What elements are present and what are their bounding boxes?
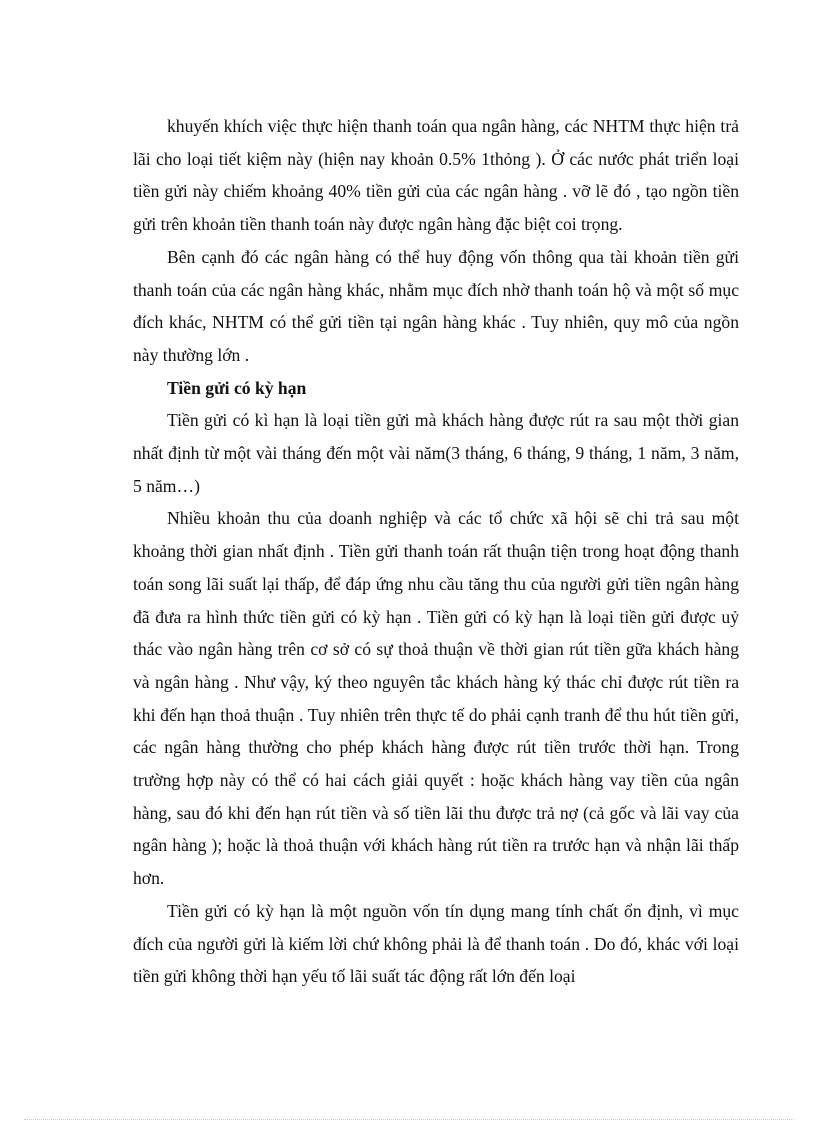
paragraph-term-deposit-details: Nhiều khoản thu của doanh nghiệp và các tổ chức xã hội sẽ chi trả sau một khoảng thời gian nhất định . Tiền gửi thanh toán rất thuận tiện trong hoạt động thanh toán song lãi suất lại thấp, để đáp ứng nhu cầu tăng thu của người gửi tiền ngân hàng đã đưa ra hình thức tiền gửi có kỳ hạn . Tiền gửi có kỳ hạn là loại tiền gửi được uỷ thác vào ngân hàng trên cơ sở có sự thoả thuận về thời gian rút tiền gữa khách hàng và ngân hàng . Như vậy, ký theo nguyên tắc khách hàng ký thác chỉ được rút tiền ra khi đến hạn thoả thuận . Tuy nhiên trên thực tế do phải cạnh tranh để thu hút tiền gửi, các ngân hàng thường cho phép khách hàng được rút tiền trước thời hạn. Trong trường hợp này có thể có hai cách giải quyết : hoặc khách hàng vay tiền của ngân hàng, sau đó khi đến hạn rút tiền và số tiền lãi thu được trả nợ (cả gốc và lãi vay của ngân hàng ); hoặc là thoả thuận với khách hàng rút tiền ra trước hạn và nhận lãi thấp hơn. xyxy=(133,508,739,889)
section-heading-term-deposits: Tiền gửi có kỳ hạn xyxy=(167,377,307,398)
paragraph-payment-deposit-interest: khuyến khích việc thực hiện thanh toán qua ngân hàng, các NHTM thực hiện trả lãi cho loại tiết kiệm này (hiện nay khoản 0.5% 1thỏng ). Ở các nước phát triển loại tiền gửi này chiếm khoảng 40% tiền gửi của các ngân hàng . vỡ lẽ đó , tạo ngồn tiền gửi trên khoản tiền thanh toán này được ngân hàng đặc biệt coi trọng. xyxy=(133,116,739,235)
paragraph-term-deposit-definition: Tiền gửi có kì hạn là loại tiền gửi mà khách hàng được rút ra sau một thời gian nhất định từ một vài tháng đến một vài năm(3 tháng, 6 tháng, 9 tháng, 1 năm, 3 năm, 5 năm…) xyxy=(133,410,739,496)
page-bottom-divider xyxy=(24,1119,794,1120)
paragraph-term-deposit-stability: Tiền gửi có kỳ hạn là một nguồn vốn tín dụng mang tính chất ổn định, vì mục đích của người gửi là kiếm lời chứ không phải là để thanh toán . Do đó, khác với loại tiền gửi không thời hạn yếu tố lãi suất tác động rất lớn đến loại xyxy=(133,900,739,987)
paragraph-interbank-deposits: Bên cạnh đó các ngân hàng có thể huy động vốn thông qua tài khoản tiền gửi thanh toán của các ngân hàng khác, nhằm mục đích nhờ thanh toán hộ và một số mục đích khác, NHTM có thể gửi tiền tại ngân hàng khác . Tuy nhiên, quy mô của ngồn này thường lớn . xyxy=(133,246,739,365)
document-page xyxy=(133,110,739,993)
